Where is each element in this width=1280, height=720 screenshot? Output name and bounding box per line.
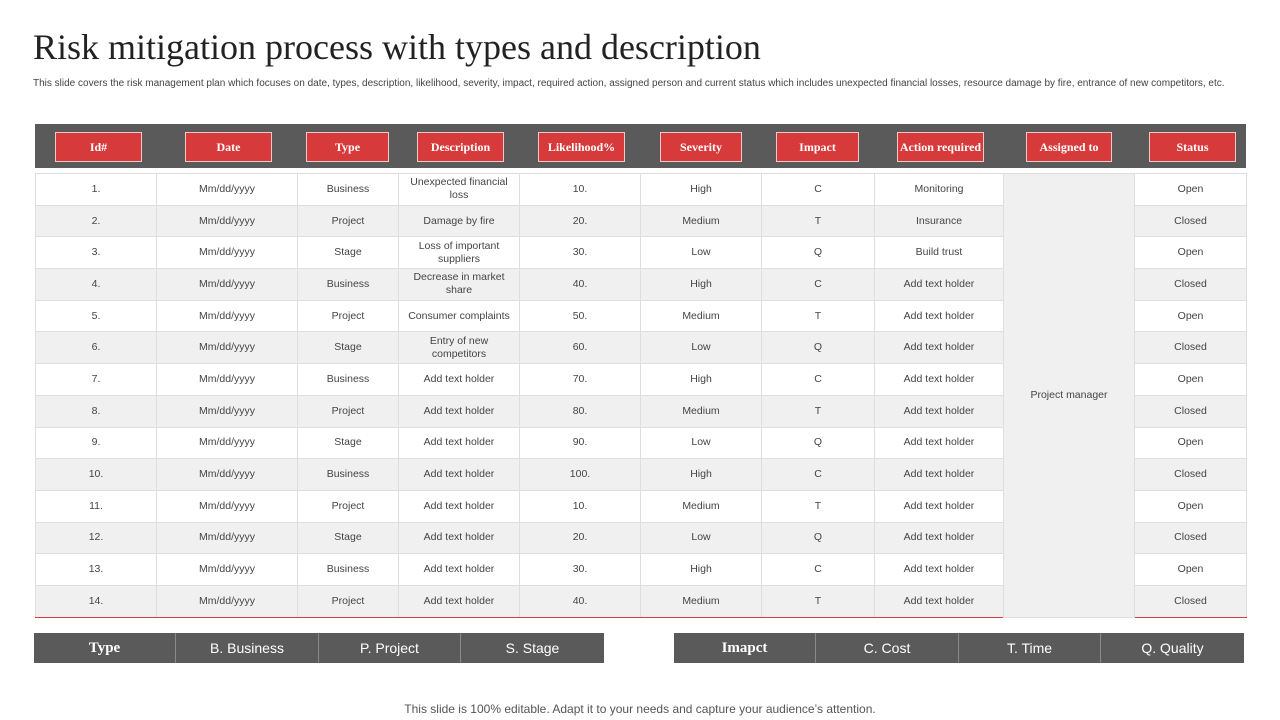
cell-impact: C [762,269,875,301]
cell-action: Add text holder [875,459,1004,491]
cell-likelihood: 20. [520,205,641,237]
cell-description: Add text holder [399,585,520,617]
cell-action: Monitoring [875,174,1004,206]
cell-description: Add text holder [399,459,520,491]
cell-impact: C [762,174,875,206]
cell-status: Closed [1135,395,1247,427]
cell-severity: Medium [641,395,762,427]
page-subtitle: This slide covers the risk management plan which focuses on date, types, description, likelihood, severity, impact, required action, assigned person and current status which includes unexpected financial losses, resource damage by fire, entrance of new competitors, etc. [33,78,1225,89]
column-header-assigned-to[interactable]: Assigned to [1026,132,1112,162]
cell-id: 2. [36,205,157,237]
cell-action: Add text holder [875,427,1004,459]
cell-description: Unexpected financial loss [399,174,520,206]
cell-status: Open [1135,554,1247,586]
cell-id: 6. [36,332,157,364]
cell-impact: C [762,554,875,586]
impact-legend-cost: C. Cost [816,633,959,663]
cell-type: Business [298,269,399,301]
column-header-impact[interactable]: Impact [776,132,859,162]
impact-legend-quality: Q. Quality [1101,633,1244,663]
cell-status: Closed [1135,269,1247,301]
cell-status: Closed [1135,585,1247,617]
type-legend-project: P. Project [319,633,461,663]
cell-impact: T [762,395,875,427]
cell-status: Closed [1135,522,1247,554]
cell-type: Project [298,300,399,332]
cell-date: Mm/dd/yyyy [157,459,298,491]
cell-likelihood: 60. [520,332,641,364]
cell-likelihood: 10. [520,490,641,522]
cell-id: 7. [36,364,157,396]
cell-impact: T [762,585,875,617]
cell-id: 12. [36,522,157,554]
column-header-type[interactable]: Type [306,132,389,162]
type-legend [34,633,604,663]
column-header-status[interactable]: Status [1149,132,1236,162]
cell-description: Decrease in market share [399,269,520,301]
cell-type: Stage [298,237,399,269]
cell-action: Add text holder [875,554,1004,586]
cell-likelihood: 50. [520,300,641,332]
type-legend-label: Type [34,633,176,663]
cell-action: Add text holder [875,300,1004,332]
cell-date: Mm/dd/yyyy [157,300,298,332]
cell-impact: C [762,459,875,491]
cell-action: Add text holder [875,490,1004,522]
cell-description: Damage by fire [399,205,520,237]
cell-likelihood: 90. [520,427,641,459]
cell-id: 5. [36,300,157,332]
cell-status: Open [1135,364,1247,396]
cell-type: Project [298,205,399,237]
cell-action: Add text holder [875,332,1004,364]
column-header-date[interactable]: Date [185,132,272,162]
cell-id: 14. [36,585,157,617]
cell-id: 13. [36,554,157,586]
cell-severity: Medium [641,300,762,332]
cell-date: Mm/dd/yyyy [157,174,298,206]
cell-status: Closed [1135,459,1247,491]
cell-type: Business [298,174,399,206]
cell-type: Business [298,459,399,491]
cell-date: Mm/dd/yyyy [157,585,298,617]
cell-type: Stage [298,427,399,459]
cell-id: 9. [36,427,157,459]
cell-likelihood: 20. [520,522,641,554]
footer-note: This slide is 100% editable. Adapt it to your needs and capture your audience’s attention. [404,702,876,716]
cell-severity: Medium [641,490,762,522]
cell-description: Add text holder [399,364,520,396]
cell-date: Mm/dd/yyyy [157,364,298,396]
cell-date: Mm/dd/yyyy [157,427,298,459]
cell-action: Add text holder [875,269,1004,301]
table-header-bar [35,124,1246,168]
type-legend-stage: S. Stage [461,633,604,663]
column-header-id[interactable]: Id# [55,132,142,162]
cell-status: Closed [1135,332,1247,364]
cell-severity: Medium [641,205,762,237]
cell-status: Closed [1135,205,1247,237]
cell-likelihood: 40. [520,585,641,617]
cell-date: Mm/dd/yyyy [157,554,298,586]
cell-impact: T [762,490,875,522]
cell-action: Add text holder [875,585,1004,617]
cell-type: Stage [298,522,399,554]
cell-date: Mm/dd/yyyy [157,269,298,301]
cell-type: Project [298,395,399,427]
cell-type: Stage [298,332,399,364]
cell-status: Open [1135,490,1247,522]
cell-date: Mm/dd/yyyy [157,205,298,237]
cell-likelihood: 40. [520,269,641,301]
cell-description: Consumer complaints [399,300,520,332]
cell-severity: High [641,459,762,491]
cell-severity: Low [641,522,762,554]
cell-description: Add text holder [399,427,520,459]
cell-date: Mm/dd/yyyy [157,490,298,522]
cell-status: Open [1135,174,1247,206]
cell-impact: Q [762,522,875,554]
type-legend-business: B. Business [176,633,319,663]
cell-description: Add text holder [399,522,520,554]
cell-impact: C [762,364,875,396]
cell-impact: T [762,300,875,332]
risk-table [35,173,1247,618]
cell-description: Add text holder [399,490,520,522]
cell-status: Open [1135,427,1247,459]
cell-likelihood: 30. [520,554,641,586]
page-title: Risk mitigation process with types and description [33,27,761,67]
cell-date: Mm/dd/yyyy [157,522,298,554]
cell-action: Insurance [875,205,1004,237]
cell-status: Open [1135,237,1247,269]
cell-impact: Q [762,427,875,459]
cell-id: 11. [36,490,157,522]
cell-id: 10. [36,459,157,491]
cell-severity: Medium [641,585,762,617]
cell-impact: Q [762,237,875,269]
cell-likelihood: 30. [520,237,641,269]
cell-severity: High [641,269,762,301]
cell-action: Add text holder [875,522,1004,554]
cell-description: Entry of new competitors [399,332,520,364]
cell-severity: High [641,554,762,586]
cell-description: Loss of important suppliers [399,237,520,269]
cell-id: 8. [36,395,157,427]
impact-legend-time: T. Time [959,633,1101,663]
column-header-description[interactable]: Description [417,132,504,162]
cell-id: 1. [36,174,157,206]
cell-date: Mm/dd/yyyy [157,237,298,269]
cell-status: Open [1135,300,1247,332]
cell-type: Project [298,490,399,522]
cell-description: Add text holder [399,395,520,427]
column-header-severity[interactable]: Severity [660,132,742,162]
cell-severity: High [641,364,762,396]
cell-action: Build trust [875,237,1004,269]
cell-date: Mm/dd/yyyy [157,395,298,427]
cell-action: Add text holder [875,364,1004,396]
cell-likelihood: 70. [520,364,641,396]
cell-type: Business [298,364,399,396]
cell-type: Business [298,554,399,586]
cell-action: Add text holder [875,395,1004,427]
column-header-likelihood[interactable]: Likelihood% [538,132,625,162]
cell-impact: Q [762,332,875,364]
cell-description: Add text holder [399,554,520,586]
cell-id: 3. [36,237,157,269]
cell-likelihood: 10. [520,174,641,206]
cell-impact: T [762,205,875,237]
cell-likelihood: 100. [520,459,641,491]
impact-legend [674,633,1244,663]
cell-severity: Low [641,237,762,269]
impact-legend-label: Imapct [674,633,816,663]
cell-likelihood: 80. [520,395,641,427]
cell-assigned-to: Project manager [1004,174,1135,618]
cell-severity: Low [641,332,762,364]
cell-type: Project [298,585,399,617]
cell-severity: High [641,174,762,206]
cell-severity: Low [641,427,762,459]
table-row [36,174,1247,206]
column-header-action-required[interactable]: Action required [897,132,984,162]
cell-date: Mm/dd/yyyy [157,332,298,364]
cell-id: 4. [36,269,157,301]
